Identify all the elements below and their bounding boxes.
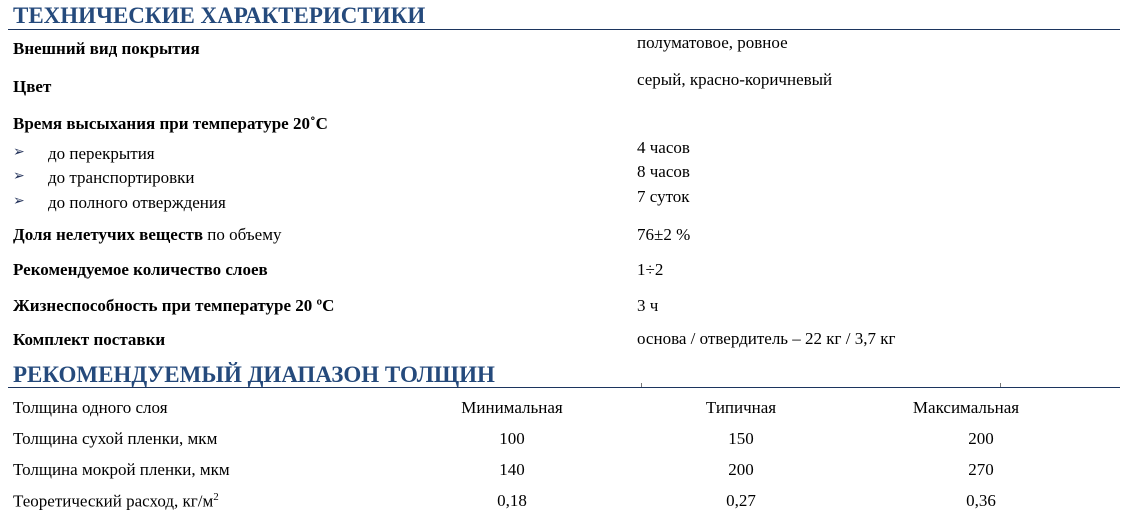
- table-cell: 0,27: [726, 491, 756, 510]
- color-label: Цвет: [13, 77, 52, 96]
- kit-label: Комплект поставки: [13, 330, 166, 349]
- color-value: серый, красно-коричневый: [637, 70, 833, 89]
- drying-item-value: 7 суток: [637, 187, 690, 206]
- arrowhead-bullet-icon: ➢: [13, 145, 25, 160]
- table-header-cell: Максимальная: [912, 398, 1020, 417]
- table-header-cell: Минимальная: [461, 398, 563, 417]
- coats-value: 1÷2: [637, 260, 664, 279]
- drying-item-value: 8 часов: [637, 162, 690, 181]
- kit-value: основа / отвердитель – 22 кг / 3,7 кг: [637, 329, 896, 348]
- drying-item-label: до транспортировки: [48, 168, 195, 187]
- table-header-cell: Типичная: [705, 398, 777, 417]
- table-cell: 150: [728, 429, 754, 448]
- drying-item-value: 4 часов: [637, 138, 690, 157]
- solids-label: [13, 226, 281, 243]
- table-cell: Толщина сухой пленки, мкм: [13, 429, 218, 448]
- drying-label: Время высыхания при температуре 20˚С: [13, 114, 328, 133]
- coats-label: Рекомендуемое количество слоев: [13, 260, 268, 279]
- table-cell: 270: [968, 460, 994, 479]
- table-cell: 0,18: [497, 491, 527, 510]
- table-cell: 100: [499, 429, 525, 448]
- drying-item-label: до перекрытия: [48, 144, 155, 163]
- solids-label-bold: Доля нелетучих веществ: [13, 225, 204, 244]
- spec-title: ТЕХНИЧЕСКИЕ ХАРАКТЕРИСТИКИ: [13, 3, 426, 28]
- table-cell-consumption: [13, 492, 219, 510]
- potlife-label: Жизнеспособность при температуре 20 ºС: [13, 296, 335, 315]
- table-cell: 200: [728, 460, 754, 479]
- arrowhead-bullet-icon: ➢: [13, 169, 25, 184]
- table-tick: [641, 383, 642, 387]
- consumption-label: Теоретический расход, кг/м: [13, 491, 214, 511]
- spec-title-rule: [8, 29, 1120, 30]
- table-header-cell: Толщина одного слоя: [13, 398, 168, 417]
- thickness-title-rule: [8, 387, 1120, 388]
- appearance-label: Внешний вид покрытия: [13, 39, 200, 58]
- table-cell: Толщина мокрой пленки, мкм: [13, 460, 230, 479]
- consumption-unit-superscript: 2: [213, 491, 219, 503]
- solids-label-rest: по объему: [203, 225, 282, 244]
- table-tick: [1000, 383, 1001, 387]
- table-cell: 0,36: [966, 491, 996, 510]
- arrowhead-bullet-icon: ➢: [13, 194, 25, 209]
- thickness-title: РЕКОМЕНДУЕМЫЙ ДИАПАЗОН ТОЛЩИН: [13, 362, 495, 387]
- appearance-value: полуматовое, ровное: [637, 33, 788, 52]
- potlife-value: 3 ч: [637, 296, 659, 315]
- solids-value: 76±2 %: [637, 225, 691, 244]
- table-cell: 140: [499, 460, 525, 479]
- drying-item-label: до полного отверждения: [48, 193, 226, 212]
- table-cell: 200: [968, 429, 994, 448]
